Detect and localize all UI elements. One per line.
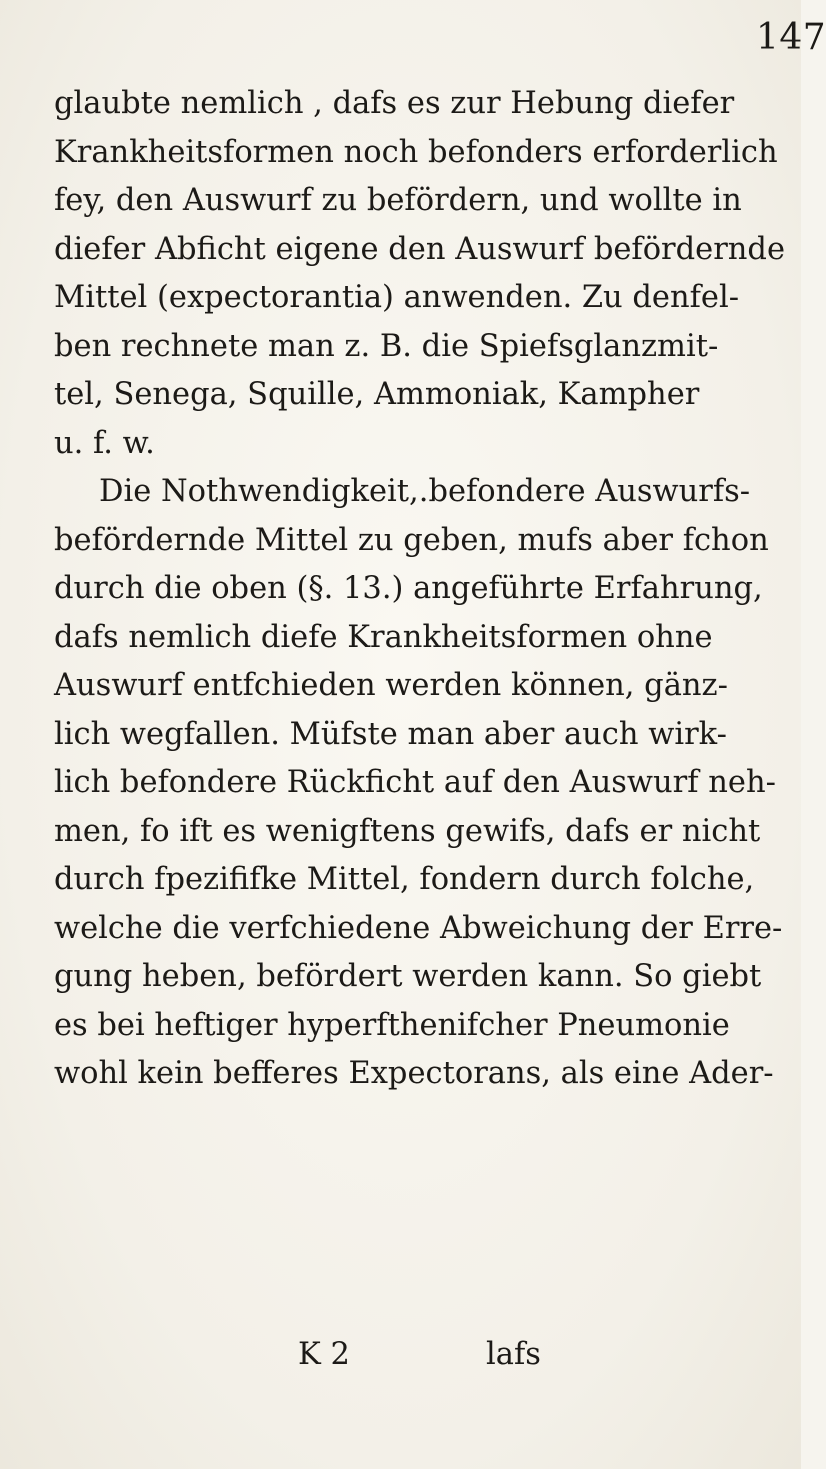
text-line-17: durch fpezififke Mittel, fondern durch folche, [54, 862, 755, 897]
text-line-10: befördernde Mittel zu geben, mufs aber fchon [54, 522, 769, 558]
text-line-19: gung heben, befördert werden kann. So giebt [54, 959, 762, 994]
text-line-6: ben rechnete man z. B. die Spiefsglanzmit- [54, 328, 719, 364]
text-line-11: durch die oben (§. 13.) angeführte Erfahrung, [54, 571, 763, 606]
text-line-5: Mittel (expectorantia) anwenden. Zu denfel- [54, 280, 739, 315]
text-line-14: lich wegfallen. Müfste man aber auch wirk- [54, 716, 727, 752]
text-line-16: men, fo ift es wenigftens gewifs, dafs er nicht [54, 813, 761, 849]
text-line-15: lich befondere Rückficht auf den Auswurf neh- [54, 765, 776, 800]
text-line-7: tel, Senega, Squille, Ammoniak, Kampher [54, 377, 700, 412]
text-line-1: glaubte nemlich , dafs es zur Hebung diefer [54, 86, 735, 121]
catchword: lafs [486, 1337, 541, 1372]
text-line-3: fey, den Auswurf zu befördern, und wollte in [54, 183, 742, 218]
text-line-18: welche die verfchiedene Abweichung der Erre- [54, 910, 783, 946]
page-number: 147 [756, 17, 826, 58]
text-line-20: es bei heftiger hyperfthenifcher Pneumonie [54, 1007, 730, 1043]
text-line-9-paragraph-start: Die Nothwendigkeit,.befondere Auswurfs- [99, 474, 751, 509]
text-line-21: wohl kein befferes Expectorans, als eine Ader- [54, 1056, 774, 1091]
body-text [54, 80, 794, 1099]
signature-mark: K 2 [298, 1337, 350, 1372]
text-line-8: u. f. w. [54, 425, 155, 461]
text-line-12: dafs nemlich diefe Krankheitsformen ohne [54, 619, 713, 655]
text-line-2: Krankheitsformen noch befonders erforderlich [54, 134, 778, 170]
text-line-13: Auswurf entfchieden werden können, gänz- [54, 668, 728, 703]
text-line-4: diefer Abficht eigene den Auswurf befördernde [54, 231, 786, 267]
